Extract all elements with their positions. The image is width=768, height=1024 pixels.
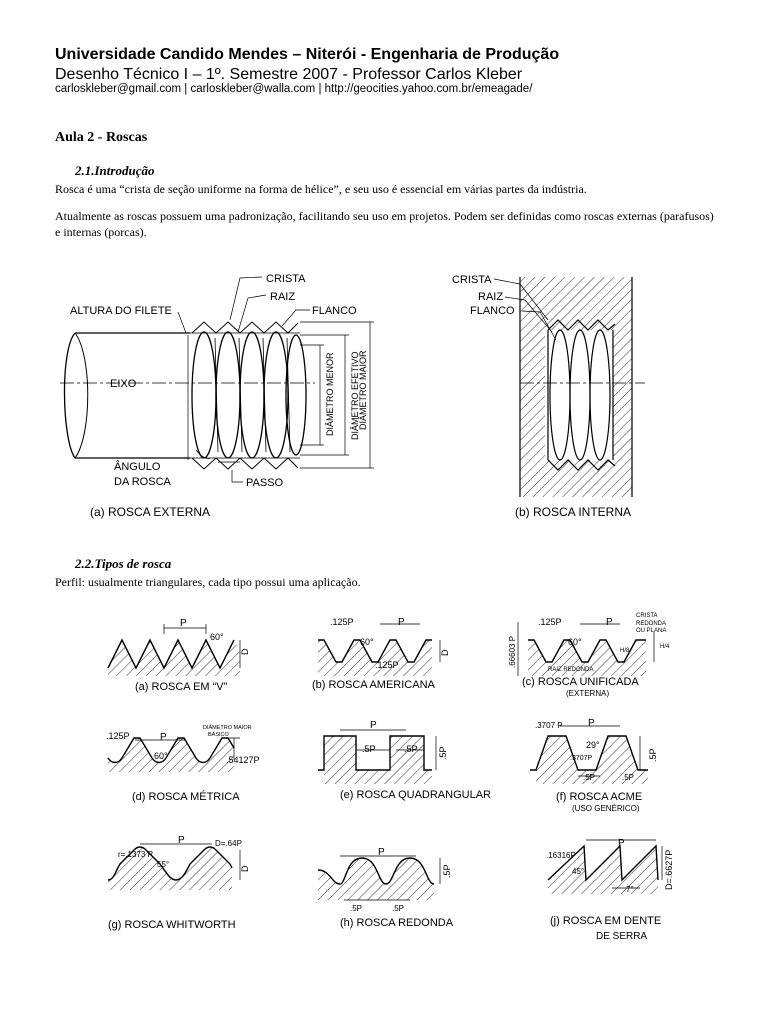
section-title: Aula 2 - Roscas [55,130,148,145]
label-r-g: r=.1373 P [118,850,153,859]
internal-thread-figure [494,277,645,497]
label-29-f: 29° [586,740,600,750]
label-h8-c: H/8 [620,648,630,654]
label-h4-c: H/4 [660,644,670,650]
label-p-e: P [370,720,377,731]
caption-d: (d) ROSCA MÉTRICA [132,791,240,803]
label-60-c: 60° [568,637,582,647]
label-3707p-f2: .3707P [570,755,593,762]
label-crista-c: CRISTA [636,613,658,619]
label-5p-f3: .5P [648,748,658,762]
label-125p-b: .125P [330,617,354,627]
label-55-g: 55° [157,860,170,869]
profile-square [318,730,436,784]
label-diametro-menor: DIÂMETRO MENOR [325,352,335,436]
label-redonda-c: REDONDA [636,621,667,627]
label-5p-e3: .5P [438,746,448,760]
paragraph-intro: Rosca é uma “crista de seção uniforme na forma de hélice”, e seu uso é essencial em várias partes da indústria. [55,182,587,196]
label-p-d: P [160,732,167,743]
caption-j-serra: DE SERRA [596,931,648,942]
label-ouplana-c: OU PLANA [636,628,667,634]
label-passo: PASSO [246,477,284,489]
label-p-a: P [180,618,187,629]
label-flanco: FLANCO [312,305,357,317]
subsection-introducao: 2.1.Introdução [75,163,155,178]
caption-c-externa: (EXTERNA) [566,689,610,698]
label-diametro-maior-d: DIÂMETRO MAIOR [203,725,252,731]
caption-j: (j) ROSCA EM DENTE [550,915,662,927]
label-5p-e1: .5P [362,744,376,754]
label-d-g2: D [240,865,250,872]
profile-buttress [548,840,662,894]
label-d-b: D [440,649,450,656]
label-da-rosca: DA ROSCA [114,476,171,488]
label-d-j: D=.6627P [664,849,674,890]
label-7-j: 7° [626,885,634,894]
label-60-a: 60° [210,632,224,642]
external-thread-figure [64,322,306,469]
label-altura-filete: ALTURA DO FILETE [70,305,172,317]
label-p-b: P [398,617,405,628]
caption-c: (c) ROSCA UNIFICADA [522,676,639,688]
label-125p-b2: .125P [375,660,399,670]
paragraph-perfil: Perfil: usualmente triangulares, cada tipo possui uma aplicação. [55,575,361,589]
label-125p-c: .125P [538,617,562,627]
label-60-d: 60° [154,751,168,761]
caption-f-uso: (USO GENÉRICO) [572,804,640,813]
label-raiz-redonda-c: RAIZ REDONDA [548,667,594,673]
label-5p-f1: .5P [583,773,596,782]
label-125p-d: .125P [106,731,130,741]
subsection-tipos: 2.2.Tipos de rosca [75,556,172,571]
label-45-j: 45° [572,867,585,876]
label-16316p: .16316P [546,851,576,860]
label-crista: CRISTA [266,273,306,285]
label-p-f: P [588,718,595,729]
caption-g: (g) ROSCA WHITWORTH [108,919,236,931]
caption-h: (h) ROSCA REDONDA [340,917,454,929]
paragraph-padronizacao: Atualmente as roscas possuem uma padronização, facilitando seu uso em projetos. Podem ser definidas como roscas externas (parafusos) e internas (porcas). [55,209,714,239]
caption-rosca-interna: (b) ROSCA INTERNA [515,505,632,519]
caption-f: (f) ROSCA ACME [556,791,643,803]
label-3707p-f: .3707 P [535,721,563,730]
label-p-h: P [378,847,385,858]
label-d-a: D [240,648,250,655]
caption-e: (e) ROSCA QUADRANGULAR [340,789,491,801]
caption-rosca-externa: (a) ROSCA EXTERNA [90,505,211,519]
profile-metric [108,738,240,772]
header-contacts: carloskleber@gmail.com | carloskleber@walla.com | http://geocities.yahoo.com.br/emeagade/ [55,83,533,95]
label-54127p: .54127P [226,755,260,765]
caption-a: (a) ROSCA EM “V” [135,681,228,693]
label-p-g: P [178,835,185,846]
label-5p-f2: .5P [622,773,635,782]
header-subtitle: Desenho Técnico I – 1º. Semestre 2007 - Professor Carlos Kleber [55,66,523,83]
label-diametro-efetivo: DIÂMETRO EFETIVO [350,351,360,440]
label-d-g: D=.64P [215,839,242,848]
caption-b: (b) ROSCA AMERICANA [312,679,435,691]
profile-round [318,856,440,900]
label-p-j: P [618,838,625,849]
label-raiz: RAIZ [270,291,296,303]
label-5p-e2: .5P [404,744,418,754]
label-angulo: ÂNGULO [114,461,161,473]
label-5p-h1: .5P [350,904,363,913]
label-p-c: P [606,617,613,628]
label-flanco-internal: FLANCO [470,305,515,317]
label-crista-internal: CRISTA [452,274,492,286]
label-60-b: 60° [360,637,374,647]
label-66603p: .66603 P [508,635,517,668]
label-diametro-maior: DIÂMETRO MAIOR [358,350,368,430]
header-title: Universidade Candido Mendes – Niterói - Engenharia de Produção [55,46,560,63]
label-eixo: EIXO [110,378,137,390]
label-5p-h2: .5P [392,904,405,913]
label-raiz-internal: RAIZ [478,291,504,303]
label-basico-d: BÁSICO [208,732,229,738]
label-5p-h3: .5P [442,864,452,878]
